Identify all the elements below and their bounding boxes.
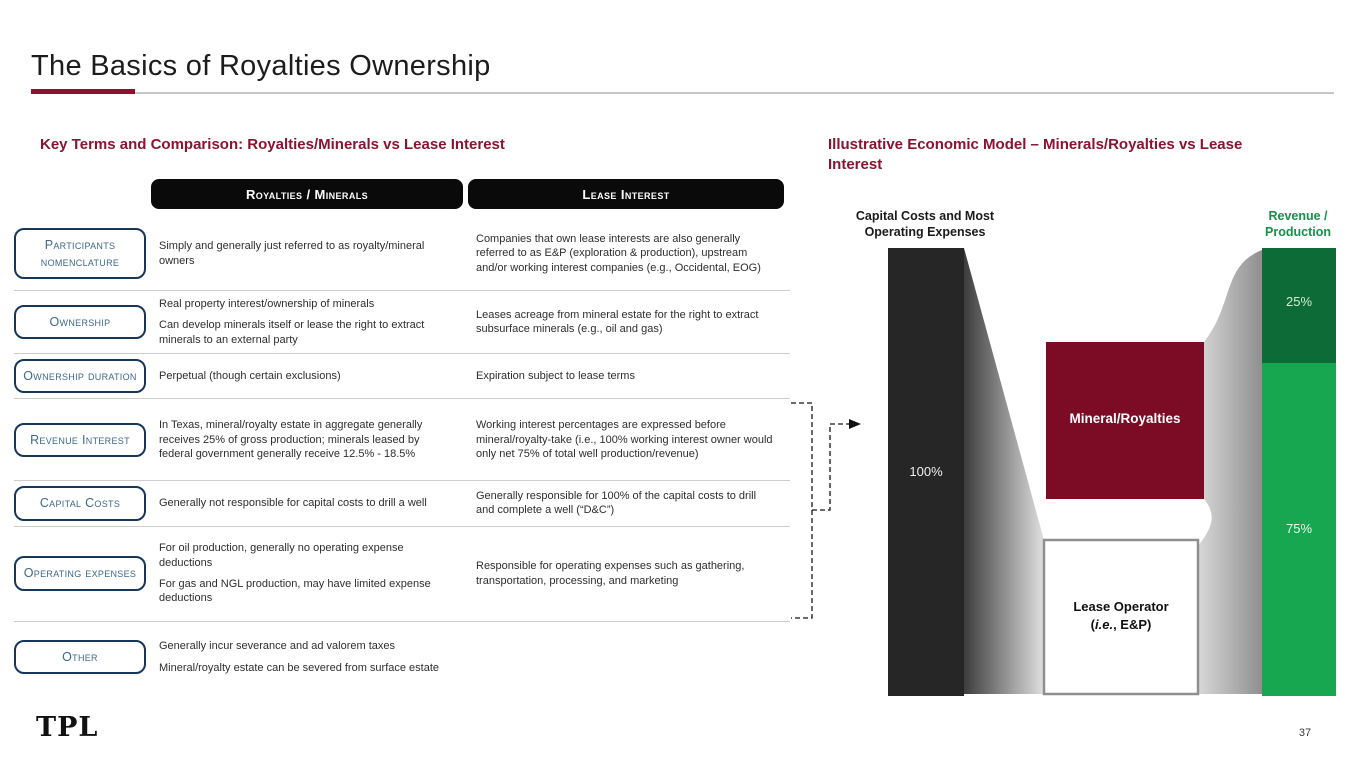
- revenue-25-value: 25%: [1285, 294, 1313, 309]
- cell-text: Simply and generally just referred to as royalty/mineral owners: [159, 240, 425, 267]
- row-label-operating-expenses: Operating expenses: [14, 556, 146, 590]
- cell-text: Generally not responsible for capital costs to drill a well: [159, 497, 427, 510]
- column-header-royalties-minerals: Royalties / Minerals: [151, 179, 463, 209]
- row-label-other: Other: [14, 640, 146, 674]
- lease-operator-line2: (i.e., E&P): [1090, 616, 1152, 632]
- comparison-heading: Key Terms and Comparison: Royalties/Minerals vs Lease Interest: [40, 136, 505, 153]
- cell-text: In Texas, mineral/royalty estate in aggregate generally receives 25% of gross production; minerals leased by federal government generally receive 12.5% - 18.5%: [159, 419, 423, 460]
- column-header-lease-interest: Lease Interest: [468, 179, 784, 209]
- mineral-royalties-label: Mineral/Royalties: [1069, 411, 1181, 426]
- row-label-participants-nomenclature: Participants nomenclature: [14, 228, 146, 279]
- cell-text: Leases acreage from mineral estate for the right to extract subsurface minerals (e.g., oil and gas): [476, 308, 759, 335]
- cost-flow-funnel: [964, 248, 1044, 694]
- revenue-flow-band: [1198, 250, 1262, 694]
- row-label-ownership: Ownership: [14, 305, 146, 339]
- cell-text: Can develop minerals itself or lease the right to extract minerals to an external party: [159, 319, 425, 346]
- table-bracket-dashed: [791, 403, 812, 618]
- slide-title: The Basics of Royalties Ownership: [31, 50, 491, 82]
- cell-text: Responsible for operating expenses such as gathering, transportation, processing, and marketing: [476, 560, 745, 587]
- cost-bar-label: Capital Costs and Most Operating Expenses: [855, 209, 995, 239]
- cell-text: Real property interest/ownership of minerals: [159, 298, 375, 311]
- row-label-revenue-interest: Revenue Interest: [14, 423, 146, 457]
- cell-text: For gas and NGL production, may have limited expense deductions: [159, 578, 431, 605]
- cost-bar-value: 100%: [909, 464, 943, 479]
- cell-text: Perpetual (though certain exclusions): [159, 369, 341, 382]
- page-number: 37: [1298, 727, 1312, 739]
- tpl-logo: TPL: [36, 712, 99, 743]
- revenue-75-value: 75%: [1285, 521, 1313, 536]
- cell-text: Expiration subject to lease terms: [476, 369, 635, 382]
- lease-operator-line1: Lease Operator: [1073, 599, 1169, 614]
- cell-text: Generally responsible for 100% of the capital costs to drill and complete a well (“D&C”): [476, 490, 757, 517]
- connector-dashed: [812, 424, 849, 510]
- cell-text: Companies that own lease interests are also generally referred to as E&P (exploration & production), upstream and/or working interest companies (e.g., Occidental, EOG): [476, 233, 761, 274]
- revenue-bar-label: Revenue / Production: [1265, 209, 1331, 239]
- arrow-right-icon: [849, 419, 861, 429]
- cell-text: Mineral/royalty estate can be severed from surface estate: [159, 661, 440, 674]
- row-label-capital-costs: Capital Costs: [14, 486, 146, 520]
- cell-text: Working interest percentages are expressed before mineral/royalty-take (i.e., 100% working interest owner would only net 75% of total well production/revenue): [476, 419, 773, 460]
- lease-operator-label: [1044, 598, 1198, 633]
- cell-text: Generally incur severance and ad valorem taxes: [159, 640, 396, 653]
- row-label-ownership-duration: Ownership duration: [14, 359, 146, 393]
- cell-text: For oil production, generally no operating expense deductions: [159, 542, 404, 569]
- model-heading: Illustrative Economic Model – Minerals/Royalties vs Lease Interest: [828, 136, 1243, 174]
